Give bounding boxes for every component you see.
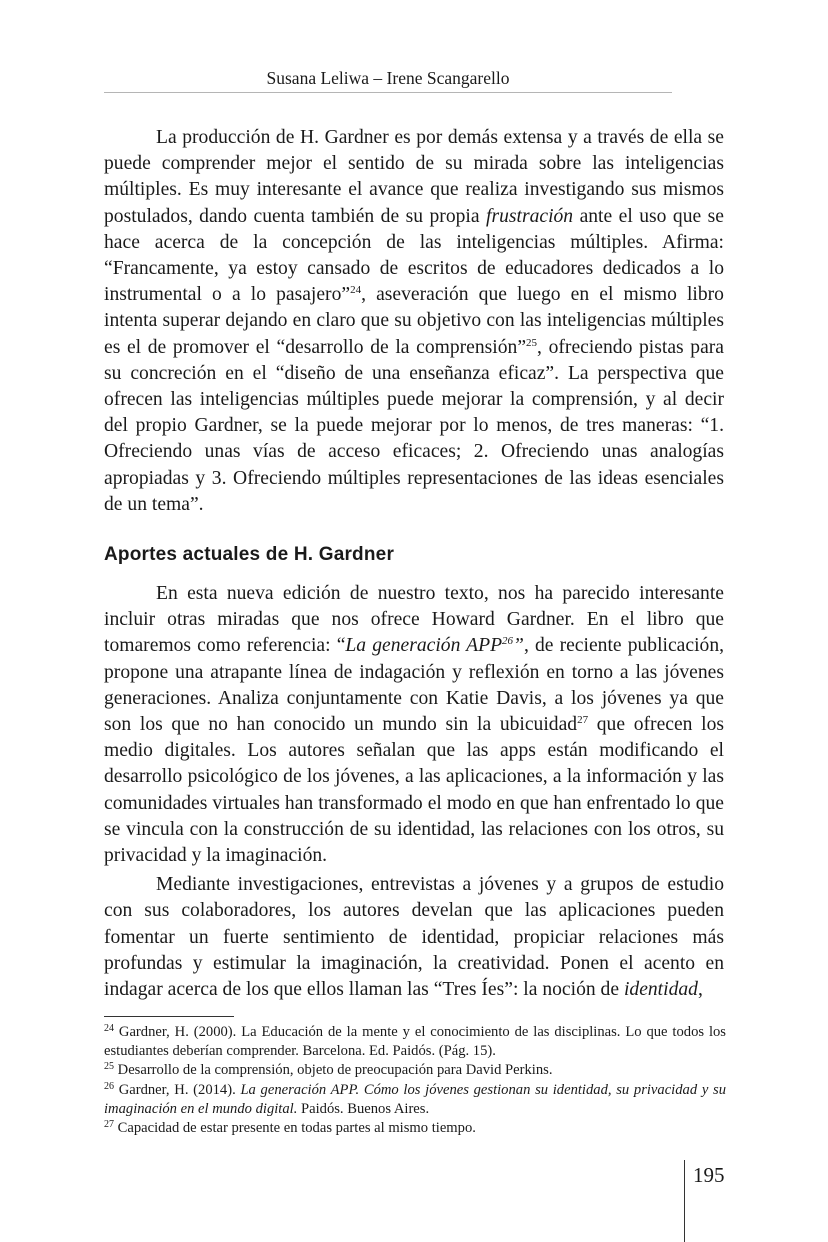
footnote-ref: 25 — [526, 336, 538, 349]
footnote-26 — [104, 1081, 726, 1119]
paragraph — [104, 872, 724, 1003]
text-run: Mediante investigaciones, entrevistas a jóvenes y a grupos de estudio con sus colaboradores, los autores develan que las aplicaciones pueden fomentar un fuerte sentimiento de identidad, propiciar relaciones más profundas y estimular la imaginación, la creatividad. Ponen el acento en indagar acerca de los que ellos llaman las “Tres Íes”: la noción de — [104, 874, 724, 1001]
section-heading: Aportes actuales de H. Gardner — [104, 544, 395, 565]
book-title-emphasis — [345, 635, 524, 656]
footnote-number: 24 — [104, 1023, 114, 1034]
body-paragraphs-section — [104, 581, 724, 1003]
text-run: , aseveración que luego en el mismo libro intenta superar dejando en claro que su objetivo con las inteligencias múltiples es el de promover el “desarrollo de la comprensión” — [104, 284, 724, 358]
text-run: La producción de H. Gardner es por demás extensa y a través de ella se puede comprender mejor el sentido de su mirada sobre las inteligencias múltiples. Es muy interesante el avance que realiza investigando sus mismos postulados, dando cuenta también de su propia — [104, 127, 724, 227]
footnote-24 — [104, 1023, 726, 1061]
footnote-italic-title: La generación APP. Cómo los jóvenes gestionan su identidad, su privacidad y su imaginación en el mundo digital. — [104, 1081, 726, 1117]
footnote-number: 25 — [104, 1061, 114, 1073]
footnote-separator — [104, 1016, 234, 1017]
footnote-25 — [104, 1061, 726, 1080]
footnote-text: Gardner, H. (2014). — [114, 1081, 241, 1098]
text-run: ante el uso que se hace acerca de la concepción de las inteligencias múltiples. Afirma: “Francamente, ya estoy cansado de escritos de educadores dedicados a lo instrumental o a lo pasajero” — [104, 205, 724, 306]
text-run: , de reciente publicación, propone una atrapante línea de indagación y reflexión en torno a las jóvenes generaciones. Analiza conjuntamente con Katie Davis, a los jóvenes ya que son los que no han conocido un mundo sin la ubicuidad — [104, 635, 725, 736]
footnote-ref: 24 — [350, 284, 362, 297]
footnote-text: Desarrollo de la comprensión, objeto de preocupación para David Perkins. — [114, 1062, 553, 1079]
footnote-text: Paidós. Buenos Aires. — [297, 1100, 430, 1117]
text-run: , ofreciendo pistas para su concreción en el “diseño de una enseñanza eficaz”. La perspectiva que ofrecen las inteligencias múltiples puede mejorar la comprensión, y al decir del propio Gardner, se la puede mejorar por lo menos, de tres maneras: “1. Ofreciendo unas vías de acceso eficaces; 2. Ofreciendo unas analogías apropiadas y 3. Ofreciendo múltiples representaciones de las ideas esenciales de un tema”. — [104, 336, 725, 515]
footnote-ref: 26 — [502, 635, 514, 648]
body-paragraph-1 — [104, 125, 724, 518]
footnote-number: 27 — [104, 1119, 114, 1131]
footnotes — [104, 1023, 726, 1138]
text-run: , — [697, 979, 703, 1001]
footnote-number: 26 — [104, 1080, 114, 1092]
footnote-27 — [104, 1119, 726, 1138]
footnote-text: Gardner, H. (2000). La Educación de la mente y el conocimiento de las disciplinas. Lo que todos los estudiantes deberían comprender. Barcelona. Ed. Paidós. (Pág. 15). — [104, 1024, 726, 1060]
emphasis-text: identidad — [623, 979, 698, 1001]
paragraph — [104, 581, 724, 869]
emphasis-text: frustración — [486, 205, 574, 227]
running-header: Susana Leliwa – Irene Scangarello — [104, 66, 672, 93]
footnote-text: Capacidad de estar presente en todas partes al mismo tiempo. — [114, 1120, 476, 1137]
text-run: que ofrecen los medio digitales. Los autores señalan que las apps están modificando el desarrollo psicológico de los jóvenes, a las aplicaciones, a la información y las comunidades virtuales han transformado el modo en que han enfrentado lo que se vincula con la construcción de su identidad, las relaciones con los otros, su privacidad y la imaginación. — [104, 714, 724, 867]
text-run: La generación APP — [345, 635, 503, 657]
text-run: ” — [513, 635, 524, 657]
paragraph — [104, 125, 724, 518]
page-number-rule — [684, 1160, 685, 1242]
text-run: En esta nueva edición de nuestro texto, nos ha parecido interesante incluir otras miradas que nos ofrece Howard Gardner. En el libro que tomaremos como referencia: “ — [104, 583, 724, 657]
footnote-ref: 27 — [577, 714, 589, 727]
page-number: 195 — [693, 1163, 725, 1187]
